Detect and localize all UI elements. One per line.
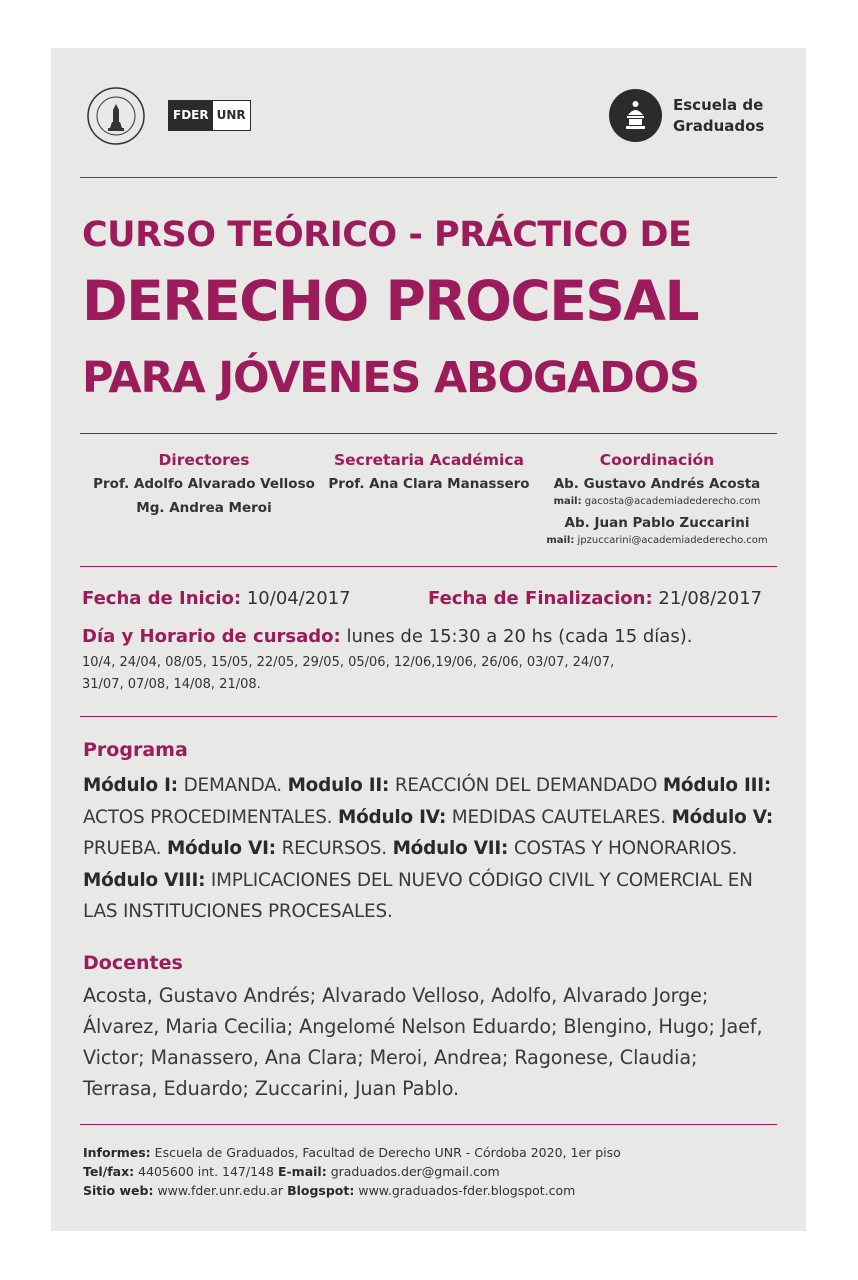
escuela-logo-icon [609, 89, 662, 142]
email-link[interactable]: graduados.der@gmail.com [330, 1164, 500, 1179]
escuela-line2: Graduados [673, 117, 765, 135]
footer-info [83, 1143, 621, 1200]
docentes-heading: Docentes [83, 952, 183, 974]
directores-heading: Directores [158, 451, 250, 469]
footer-divider [80, 1124, 777, 1125]
director-name: Mg. Andrea Meroi [136, 500, 272, 516]
blog-label: Blogspot: [287, 1183, 355, 1198]
header-divider [80, 177, 777, 178]
horario-label: Día y Horario de cursado: [82, 626, 341, 647]
blog-link[interactable]: www.graduados-fder.blogspot.com [358, 1183, 576, 1198]
module-label: Módulo V: [671, 806, 774, 828]
programa-heading: Programa [83, 739, 188, 761]
email-label: E-mail: [277, 1164, 327, 1179]
fechas-line: 31/07, 07/08, 14/08, 21/08. [82, 677, 261, 692]
fecha-fin-label: Fecha de Finalizacion: [428, 588, 653, 609]
module-text: COSTAS Y HONORARIOS. [513, 838, 738, 859]
secretaria-name: Prof. Ana Clara Manassero [328, 476, 530, 492]
title-line1: CURSO TEÓRICO - PRÁCTICO DE [82, 215, 692, 255]
tel-value: 4405600 int. 147/148 [138, 1164, 274, 1179]
mail-link[interactable]: gacosta@academiadederecho.com [584, 496, 761, 507]
unr-label: UNR [213, 101, 250, 130]
module-text: DEMANDA. [183, 775, 282, 796]
module-text: REACCIÓN DEL DEMANDADO [394, 775, 658, 796]
mail-label: mail: [553, 496, 582, 507]
fechas-line: 10/4, 24/04, 08/05, 15/05, 22/05, 29/05, 05/06, 12/06,19/06, 26/06, 03/07, 24/07, [82, 655, 615, 670]
fder-label: FDER [169, 101, 213, 130]
mail-link[interactable]: jpzuccarini@academiadederecho.com [577, 535, 768, 546]
staff-divider [80, 566, 777, 567]
mail-label: mail: [546, 535, 575, 546]
web-label: Sitio web: [83, 1183, 154, 1198]
title-line3: PARA JÓVENES ABOGADOS [82, 353, 699, 403]
fecha-fin [428, 586, 762, 612]
programa-text [83, 770, 783, 928]
module-label: Módulo VII: [392, 838, 509, 859]
title-line2: DERECHO PROCESAL [82, 269, 699, 333]
coordinacion-heading: Coordinación [599, 451, 715, 469]
module-label: Módulo VI: [166, 838, 276, 859]
dates-divider [80, 716, 777, 717]
secretaria-heading: Secretaria Académica [333, 451, 525, 469]
title-divider [80, 433, 777, 434]
secretaria-block [316, 449, 542, 495]
horario-value: lunes de 15:30 a 20 hs (cada 15 días). [346, 626, 693, 647]
module-text: MEDIDAS CAUTELARES. [451, 806, 666, 828]
coordinador-mail [532, 534, 782, 548]
informes-line [83, 1143, 621, 1162]
coordinador-name: Ab. Juan Pablo Zuccarini [564, 515, 750, 531]
informes-value: Escuela de Graduados, Facultad de Derecho UNR - Córdoba 2020, 1er piso [154, 1145, 621, 1160]
unr-seal-logo [86, 86, 146, 146]
fecha-inicio [82, 586, 351, 612]
informes-label: Informes: [83, 1145, 151, 1160]
fder-unr-logo [168, 100, 251, 131]
escuela-de-graduados-text [673, 95, 764, 137]
directores-block [73, 449, 335, 519]
coordinador-mail [532, 495, 782, 509]
module-text: RECURSOS. [281, 838, 387, 859]
fecha-inicio-value: 10/04/2017 [246, 588, 351, 609]
module-label: Módulo I: [83, 775, 178, 796]
horario [82, 624, 692, 650]
module-text: IMPLICACIONES DEL NUEVO CÓDIGO CIVIL Y COMERCIAL EN LAS INSTITUCIONES PROCESALES. [83, 869, 753, 922]
docentes-text: Acosta, Gustavo Andrés; Alvarado Velloso, Adolfo, Alvarado Jorge; Álvarez, Maria Cecilia; Angelomé Nelson Eduardo; Blengino, Hugo; Jaef, Victor; Manassero, Ana Clara; Meroi, Andrea; Ragonese, Claudia; Terrasa, Eduardo; Zuccarini, Juan Pablo. [83, 984, 763, 1100]
escuela-line1: Escuela de [673, 96, 764, 114]
module-text: PRUEBA. [83, 838, 162, 859]
coordinador-name: Ab. Gustavo Andrés Acosta [553, 476, 761, 492]
coordinacion-block [532, 449, 782, 548]
module-label: Módulo III: [662, 775, 772, 796]
fecha-fin-value: 21/08/2017 [658, 588, 763, 609]
web-link[interactable]: www.fder.unr.edu.ar [157, 1183, 284, 1198]
module-label: Módulo VIII: [83, 869, 206, 891]
contact-line [83, 1162, 621, 1181]
module-text: ACTOS PROCEDIMENTALES. [83, 806, 333, 828]
fecha-inicio-label: Fecha de Inicio: [82, 588, 242, 609]
module-label: Modulo II: [287, 775, 390, 796]
module-label: Módulo IV: [338, 806, 447, 828]
tel-label: Tel/fax: [83, 1164, 135, 1179]
web-line [83, 1181, 621, 1200]
director-name: Prof. Adolfo Alvarado Velloso [93, 476, 315, 492]
fechas-cursado [82, 652, 614, 696]
